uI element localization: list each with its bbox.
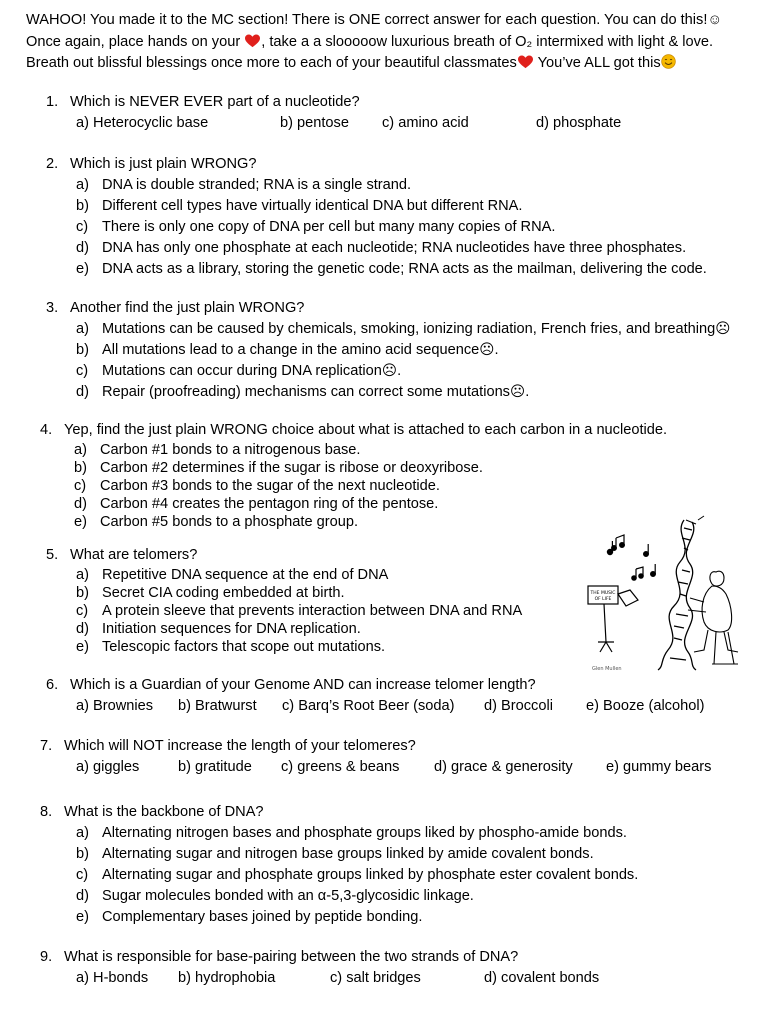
- option-d[interactable]: [46, 382, 766, 403]
- option-a[interactable]: [40, 441, 760, 459]
- option-text: DNA has only one phosphate at each nucleotide; RNA nucleotides have three phosphates.: [102, 240, 687, 256]
- question-text: Which is NEVER EVER part of a nucleotide?: [70, 94, 360, 110]
- option-b[interactable]: [46, 340, 766, 361]
- question-text: Which is just plain WRONG?: [70, 156, 257, 172]
- dna-helix-icon: [658, 516, 704, 670]
- dna-music-illustration: [578, 514, 754, 674]
- option-text: Sugar molecules bonded with an α-5,3-glycosidic linkage.: [102, 888, 474, 904]
- question-text: Which is a Guardian of your Genome AND can increase telomer length?: [70, 677, 536, 693]
- intro-line-2-end: , take a a slooooow luxurious breath of O₂ intermixed with light & love.: [261, 33, 714, 50]
- music-notes-icon: [607, 535, 655, 580]
- question-8: [40, 802, 760, 928]
- option-d[interactable]: d) Broccoli: [484, 698, 553, 714]
- intro-line-3: [26, 53, 766, 75]
- option-c[interactable]: [46, 217, 766, 238]
- heart-icon: [518, 55, 533, 69]
- question-6-stem: [46, 675, 766, 696]
- question-number: 6.: [46, 677, 59, 693]
- question-number: 4.: [40, 422, 53, 438]
- option-d[interactable]: d) covalent bonds: [484, 970, 600, 986]
- svg-text:THE MUSIC: THE MUSIC: [590, 591, 616, 596]
- option-d[interactable]: d) phosphate: [536, 115, 622, 131]
- option-text: Carbon #4 creates the pentagon ring of the pentose.: [100, 496, 439, 512]
- question-6: [46, 675, 766, 717]
- question-number: 7.: [40, 738, 53, 754]
- question-9-stem: [40, 947, 760, 968]
- option-letter: d): [76, 384, 89, 400]
- question-text: What is responsible for base-pairing between the two strands of DNA?: [64, 949, 519, 965]
- question-7: [40, 736, 760, 781]
- question-9: [40, 947, 760, 989]
- option-letter: a): [74, 442, 87, 458]
- seated-musician: [688, 571, 738, 664]
- artist-signature: Glen Mullen: [592, 666, 622, 672]
- music-stand: [588, 586, 638, 652]
- question-text: Which will NOT increase the length of your telomeres?: [64, 738, 416, 754]
- option-e[interactable]: [40, 907, 760, 928]
- question-6-options: [46, 696, 766, 717]
- question-2-stem: [46, 154, 766, 175]
- option-text: Alternating sugar and nitrogen base groups linked by amide covalent bonds.: [102, 846, 594, 862]
- intro-line-2-start: Once again, place hands on your: [26, 33, 245, 50]
- svg-text:OF LIFE: OF LIFE: [594, 597, 612, 602]
- intro-line-2: [26, 32, 766, 54]
- option-letter: c): [76, 219, 89, 235]
- option-d[interactable]: [46, 238, 766, 259]
- option-letter: d): [76, 621, 89, 637]
- question-3: [46, 298, 766, 403]
- option-e[interactable]: e) Booze (alcohol): [586, 698, 705, 714]
- option-text: Mutations can be caused by chemicals, smoking, ionizing radiation, French fries, and breathing☹: [102, 321, 731, 337]
- question-number: 3.: [46, 300, 59, 316]
- option-letter: c): [76, 867, 89, 883]
- question-text: What are telomers?: [70, 547, 198, 563]
- option-letter: e): [76, 639, 89, 655]
- option-b[interactable]: [40, 844, 760, 865]
- option-a[interactable]: a) H-bonds: [76, 970, 149, 986]
- question-4-stem: [40, 420, 760, 441]
- question-text: Yep, find the just plain WRONG choice about what is attached to each carbon in a nucleotide.: [64, 422, 668, 438]
- option-c[interactable]: c) salt bridges: [330, 970, 421, 986]
- option-text: Secret CIA coding embedded at birth.: [102, 585, 345, 601]
- option-a[interactable]: [46, 319, 766, 340]
- option-text: Carbon #3 bonds to the sugar of the next nucleotide.: [100, 478, 440, 494]
- question-1-options: [46, 113, 766, 134]
- option-c[interactable]: c) Barq’s Root Beer (soda): [282, 698, 455, 714]
- smiley-face-icon: [661, 54, 676, 69]
- option-b[interactable]: b) gratitude: [178, 759, 252, 775]
- option-text: Carbon #2 determines if the sugar is ribose or deoxyribose.: [100, 460, 483, 476]
- option-letter: b): [76, 198, 89, 214]
- option-b[interactable]: b) Bratwurst: [178, 698, 257, 714]
- option-e[interactable]: [46, 259, 766, 280]
- option-text: There is only one copy of DNA per cell but many many copies of RNA.: [102, 219, 556, 235]
- question-3-stem: [46, 298, 766, 319]
- option-letter: d): [76, 888, 89, 904]
- option-a[interactable]: [46, 175, 766, 196]
- option-c[interactable]: [46, 361, 766, 382]
- option-letter: d): [74, 496, 87, 512]
- option-c[interactable]: [40, 477, 760, 495]
- question-7-stem: [40, 736, 760, 757]
- option-a[interactable]: a) Heterocyclic base: [76, 115, 209, 131]
- option-text: DNA is double stranded; RNA is a single strand.: [102, 177, 412, 193]
- option-letter: e): [76, 909, 89, 925]
- option-letter: c): [76, 603, 89, 619]
- option-d[interactable]: [40, 886, 760, 907]
- question-number: 9.: [40, 949, 53, 965]
- option-text: Different cell types have virtually identical DNA but different RNA.: [102, 198, 523, 214]
- intro-paragraph: [26, 10, 766, 75]
- option-b[interactable]: b) hydrophobia: [178, 970, 276, 986]
- option-letter: a): [76, 567, 89, 583]
- option-b[interactable]: [40, 459, 760, 477]
- option-letter: a): [76, 177, 89, 193]
- option-letter: b): [76, 846, 89, 862]
- question-number: 8.: [40, 804, 53, 820]
- option-a[interactable]: [40, 823, 760, 844]
- option-text: Alternating nitrogen bases and phosphate groups liked by phospho-amide bonds.: [102, 825, 627, 841]
- option-b[interactable]: b) pentose: [280, 115, 349, 131]
- option-letter: a): [76, 321, 89, 337]
- question-number: 5.: [46, 547, 59, 563]
- option-text: Telescopic factors that scope out mutations.: [102, 639, 386, 655]
- intro-line-3-end: You’ve ALL got this: [533, 55, 661, 71]
- option-c[interactable]: [40, 865, 760, 886]
- question-1-stem: [46, 92, 766, 113]
- option-letter: b): [74, 460, 87, 476]
- heart-icon: [245, 34, 260, 48]
- option-letter: b): [76, 585, 89, 601]
- option-letter: c): [76, 363, 89, 379]
- option-text: Complementary bases joined by peptide bonding.: [102, 909, 423, 925]
- question-text: What is the backbone of DNA?: [64, 804, 264, 820]
- option-c[interactable]: c) greens & beans: [281, 759, 400, 775]
- question-number: 1.: [46, 94, 59, 110]
- option-text: Repetitive DNA sequence at the end of DNA: [102, 567, 389, 583]
- option-text: Carbon #1 bonds to a nitrogenous base.: [100, 442, 361, 458]
- intro-line-3-start: Breath out blissful blessings once more to each of your beautiful classmates: [26, 55, 517, 71]
- question-2: [46, 154, 766, 280]
- option-a[interactable]: a) Brownies: [76, 698, 154, 714]
- option-text: DNA acts as a library, storing the genetic code; RNA acts as the mailman, delivering the code.: [102, 261, 707, 277]
- intro-line-1: WAHOO! You made it to the MC section! There is ONE correct answer for each question. You can do this!☺: [26, 12, 723, 28]
- option-e[interactable]: e) gummy bears: [606, 759, 712, 775]
- question-7-options: [40, 757, 760, 781]
- option-b[interactable]: [46, 196, 766, 217]
- option-text: Repair (proofreading) mechanisms can correct some mutations☹.: [102, 384, 530, 400]
- question-8-stem: [40, 802, 760, 823]
- option-letter: b): [76, 342, 89, 358]
- option-letter: e): [74, 514, 87, 530]
- option-text: All mutations lead to a change in the amino acid sequence☹.: [102, 342, 499, 358]
- option-text: Mutations can occur during DNA replication☹.: [102, 363, 402, 379]
- question-9-options: [40, 968, 760, 989]
- option-letter: d): [76, 240, 89, 256]
- option-letter: e): [76, 261, 89, 277]
- question-text: Another find the just plain WRONG?: [70, 300, 305, 316]
- option-c[interactable]: c) amino acid: [382, 115, 469, 131]
- option-text: Initiation sequences for DNA replication.: [102, 621, 361, 637]
- option-text: Alternating sugar and phosphate groups linked by phosphate ester covalent bonds.: [102, 867, 639, 883]
- question-number: 2.: [46, 156, 59, 172]
- option-letter: a): [76, 825, 89, 841]
- option-text: Carbon #5 bonds to a phosphate group.: [100, 514, 359, 530]
- option-d[interactable]: d) grace & generosity: [434, 759, 573, 775]
- option-d[interactable]: [40, 495, 760, 513]
- option-a[interactable]: a) giggles: [76, 759, 140, 775]
- option-letter: c): [74, 478, 87, 494]
- option-text: A protein sleeve that prevents interaction between DNA and RNA: [102, 603, 523, 619]
- question-1: [46, 92, 766, 134]
